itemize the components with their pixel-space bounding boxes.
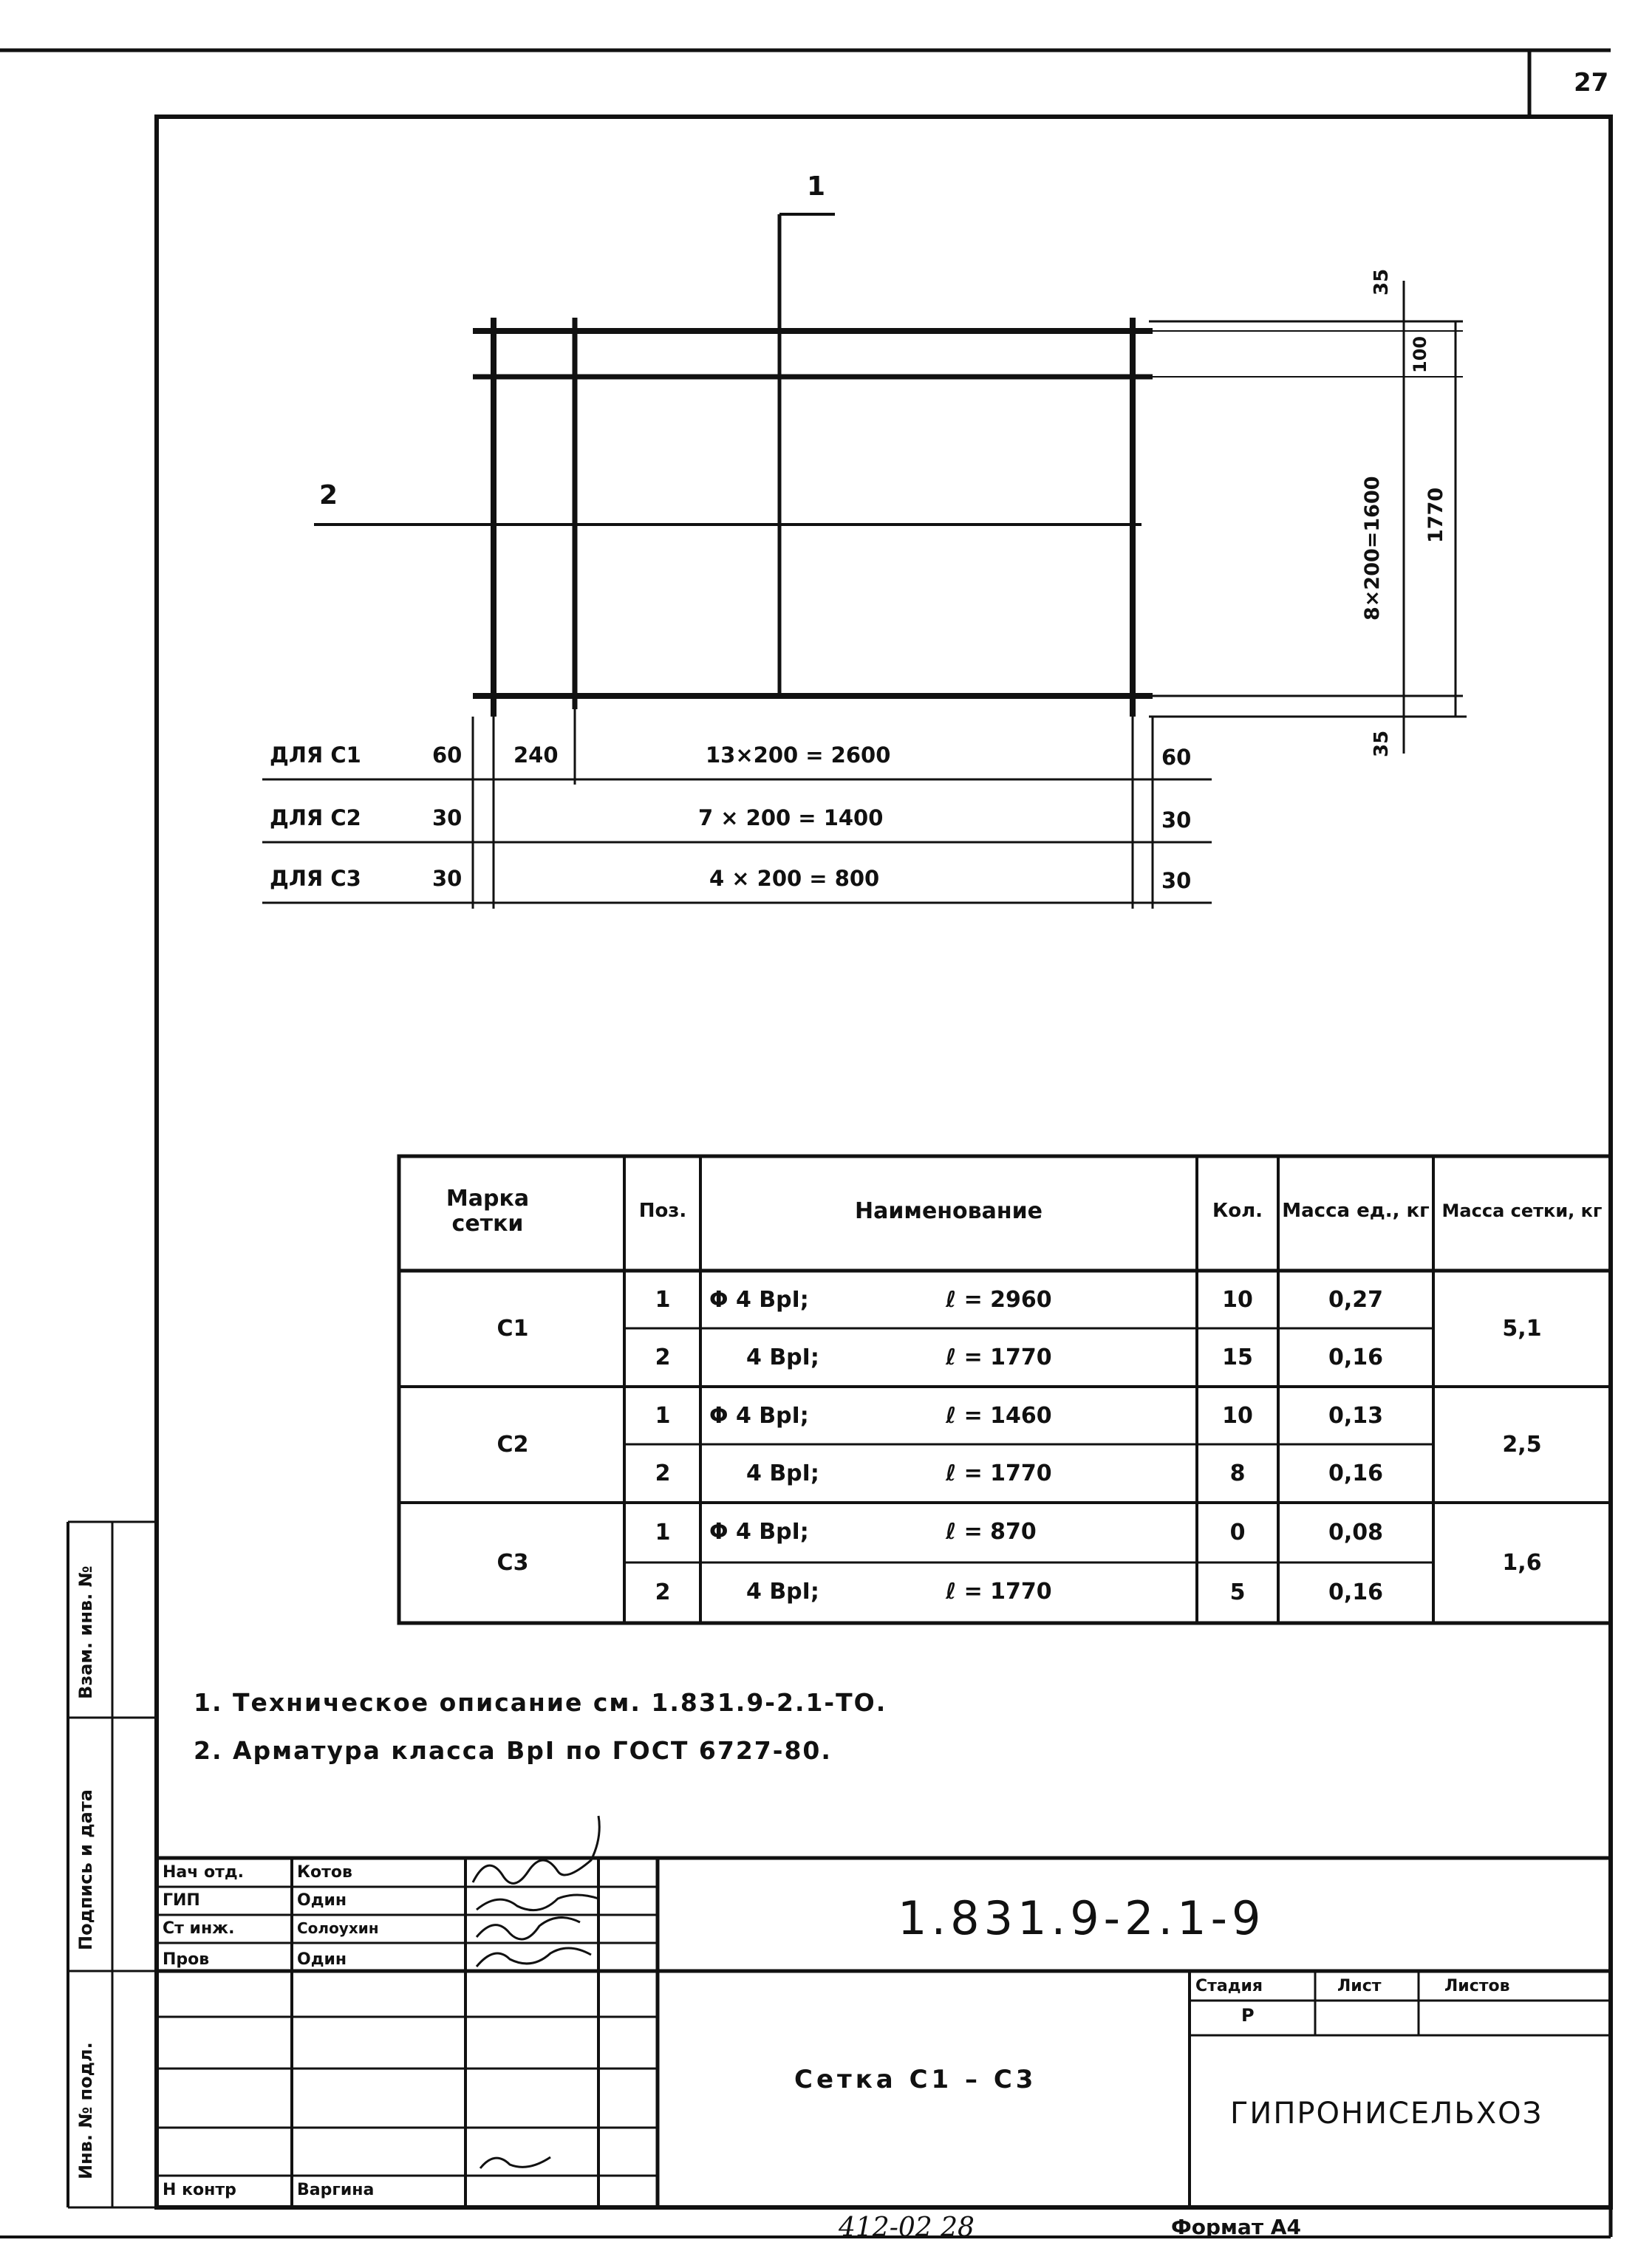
document-title: Сетка С1 – С3 xyxy=(794,2065,1037,2094)
dim-row-3-left: 30 xyxy=(432,866,463,891)
th-mass-net: Масса сетки, кг xyxy=(1441,1200,1603,1222)
role-name: Один xyxy=(297,1891,347,1910)
row-length: ℓ = 1770 xyxy=(946,1345,1052,1370)
dim-row-2-label: ДЛЯ С2 xyxy=(270,805,361,830)
row-mass: 0,16 xyxy=(1328,1344,1384,1370)
group-mark: С2 xyxy=(496,1431,529,1458)
main-frame xyxy=(157,117,1611,2207)
dim-row-1-center: 13×200 = 2600 xyxy=(706,742,891,768)
dim-row-1-extra: 240 xyxy=(513,742,559,768)
side-stamp-vzam: Взам. инв. № xyxy=(75,1565,96,1699)
signature-3 xyxy=(477,1918,580,1939)
handwritten-note: 412-02 28 xyxy=(839,2213,975,2243)
dim-1770: 1770 xyxy=(1424,487,1447,543)
dim-top-35: 35 xyxy=(1371,268,1393,296)
dim-row-2-left: 30 xyxy=(432,805,463,830)
group-mark: С3 xyxy=(496,1549,529,1576)
role-label: Пров xyxy=(163,1950,210,1969)
row-pos: 2 xyxy=(655,1460,671,1486)
dim-row-1-label: ДЛЯ С1 xyxy=(270,742,361,768)
row-mass: 0,08 xyxy=(1328,1519,1384,1545)
callout-2-label: 2 xyxy=(319,480,338,510)
dim-row-2-right: 30 xyxy=(1161,807,1192,833)
dim-8x200: 8×200=1600 xyxy=(1361,476,1384,621)
row-qty: 0 xyxy=(1229,1519,1246,1545)
th-qty: Кол. xyxy=(1212,1200,1263,1223)
dim-row-2-center: 7 × 200 = 1400 xyxy=(698,805,884,830)
note-2: 2. Арматура класса ВрI по ГОСТ 6727-80. xyxy=(194,1736,832,1765)
dim-row-1-right: 60 xyxy=(1161,745,1192,770)
row-length: ℓ = 2960 xyxy=(946,1287,1052,1313)
row-pos: 1 xyxy=(655,1286,671,1313)
sheet-label: Лист xyxy=(1337,1977,1382,1995)
row-mass: 0,13 xyxy=(1328,1402,1384,1429)
th-pos: Поз. xyxy=(638,1200,687,1223)
dim-100: 100 xyxy=(1410,335,1430,373)
row-name: 4 ВрI; xyxy=(746,1345,819,1370)
row-mass: 0,16 xyxy=(1328,1579,1384,1605)
row-pos: 1 xyxy=(655,1402,671,1429)
row-name: 4 ВрI; xyxy=(746,1461,819,1486)
row-qty: 8 xyxy=(1229,1460,1246,1486)
row-name: Φ 4 ВрI; xyxy=(709,1519,809,1545)
stage-value: Р xyxy=(1241,2005,1255,2026)
role-label: ГИП xyxy=(163,1891,200,1910)
stage-label: Стадия xyxy=(1195,1977,1263,1995)
row-length: ℓ = 1460 xyxy=(946,1403,1052,1429)
row-mass: 0,16 xyxy=(1328,1460,1384,1486)
dim-bottom-35: 35 xyxy=(1371,730,1393,757)
role-label: Н контр xyxy=(163,2181,236,2199)
format-label: Формат А4 xyxy=(1171,2215,1301,2239)
row-name: Φ 4 ВрI; xyxy=(709,1287,809,1313)
role-label: Ст инж. xyxy=(163,1919,235,1938)
signature-1 xyxy=(473,1816,599,1883)
row-name: Φ 4 ВрI; xyxy=(709,1403,809,1429)
sheets-label: Листов xyxy=(1444,1977,1510,1995)
row-name: 4 ВрI; xyxy=(746,1579,819,1605)
group-net-mass: 2,5 xyxy=(1502,1431,1542,1458)
row-pos: 2 xyxy=(655,1579,671,1605)
group-mark: С1 xyxy=(496,1315,529,1342)
role-name: Варгина xyxy=(297,2181,375,2199)
th-mass-unit: Масса ед., кг xyxy=(1282,1200,1430,1223)
row-mass: 0,27 xyxy=(1328,1286,1384,1313)
document-code: 1.831.9-2.1-9 xyxy=(898,1891,1266,1945)
signature-5 xyxy=(480,2157,550,2168)
role-name: Один xyxy=(297,1950,347,1969)
row-length: ℓ = 1770 xyxy=(946,1579,1052,1605)
note-1: 1. Техническое описание см. 1.831.9-2.1-ТО. xyxy=(194,1688,887,1717)
mesh-plan xyxy=(262,214,1467,909)
row-pos: 2 xyxy=(655,1344,671,1370)
row-length: ℓ = 870 xyxy=(946,1519,1037,1545)
signature-2 xyxy=(477,1895,598,1910)
dim-row-3-right: 30 xyxy=(1161,868,1192,893)
th-mark: Марка сетки xyxy=(446,1185,530,1237)
callout-1-label: 1 xyxy=(807,171,826,202)
page-number: 27 xyxy=(1574,68,1609,98)
role-name: Котов xyxy=(297,1863,352,1882)
row-qty: 5 xyxy=(1229,1579,1246,1605)
group-net-mass: 1,6 xyxy=(1502,1549,1542,1576)
th-name: Наименование xyxy=(855,1198,1042,1224)
group-net-mass: 5,1 xyxy=(1502,1315,1542,1342)
dim-row-3-center: 4 × 200 = 800 xyxy=(709,866,880,891)
row-qty: 10 xyxy=(1222,1286,1253,1313)
row-pos: 1 xyxy=(655,1519,671,1545)
row-qty: 15 xyxy=(1222,1344,1253,1370)
organization-name: ГИПРОНИСЕЛЬХОЗ xyxy=(1230,2097,1543,2131)
signatures xyxy=(473,1816,599,2168)
side-stamp-podpis: Подпись и дата xyxy=(75,1789,96,1950)
role-label: Нач отд. xyxy=(163,1863,245,1882)
signature-4 xyxy=(477,1948,591,1967)
title-block-grid xyxy=(157,1858,1611,2207)
row-length: ℓ = 1770 xyxy=(946,1461,1052,1486)
dim-row-1-left: 60 xyxy=(432,742,463,768)
row-qty: 10 xyxy=(1222,1402,1253,1429)
role-name: Солоухин xyxy=(297,1919,379,1937)
side-stamp-inv: Инв. № подл. xyxy=(75,2042,96,2179)
dim-row-3-label: ДЛЯ С3 xyxy=(270,866,361,891)
